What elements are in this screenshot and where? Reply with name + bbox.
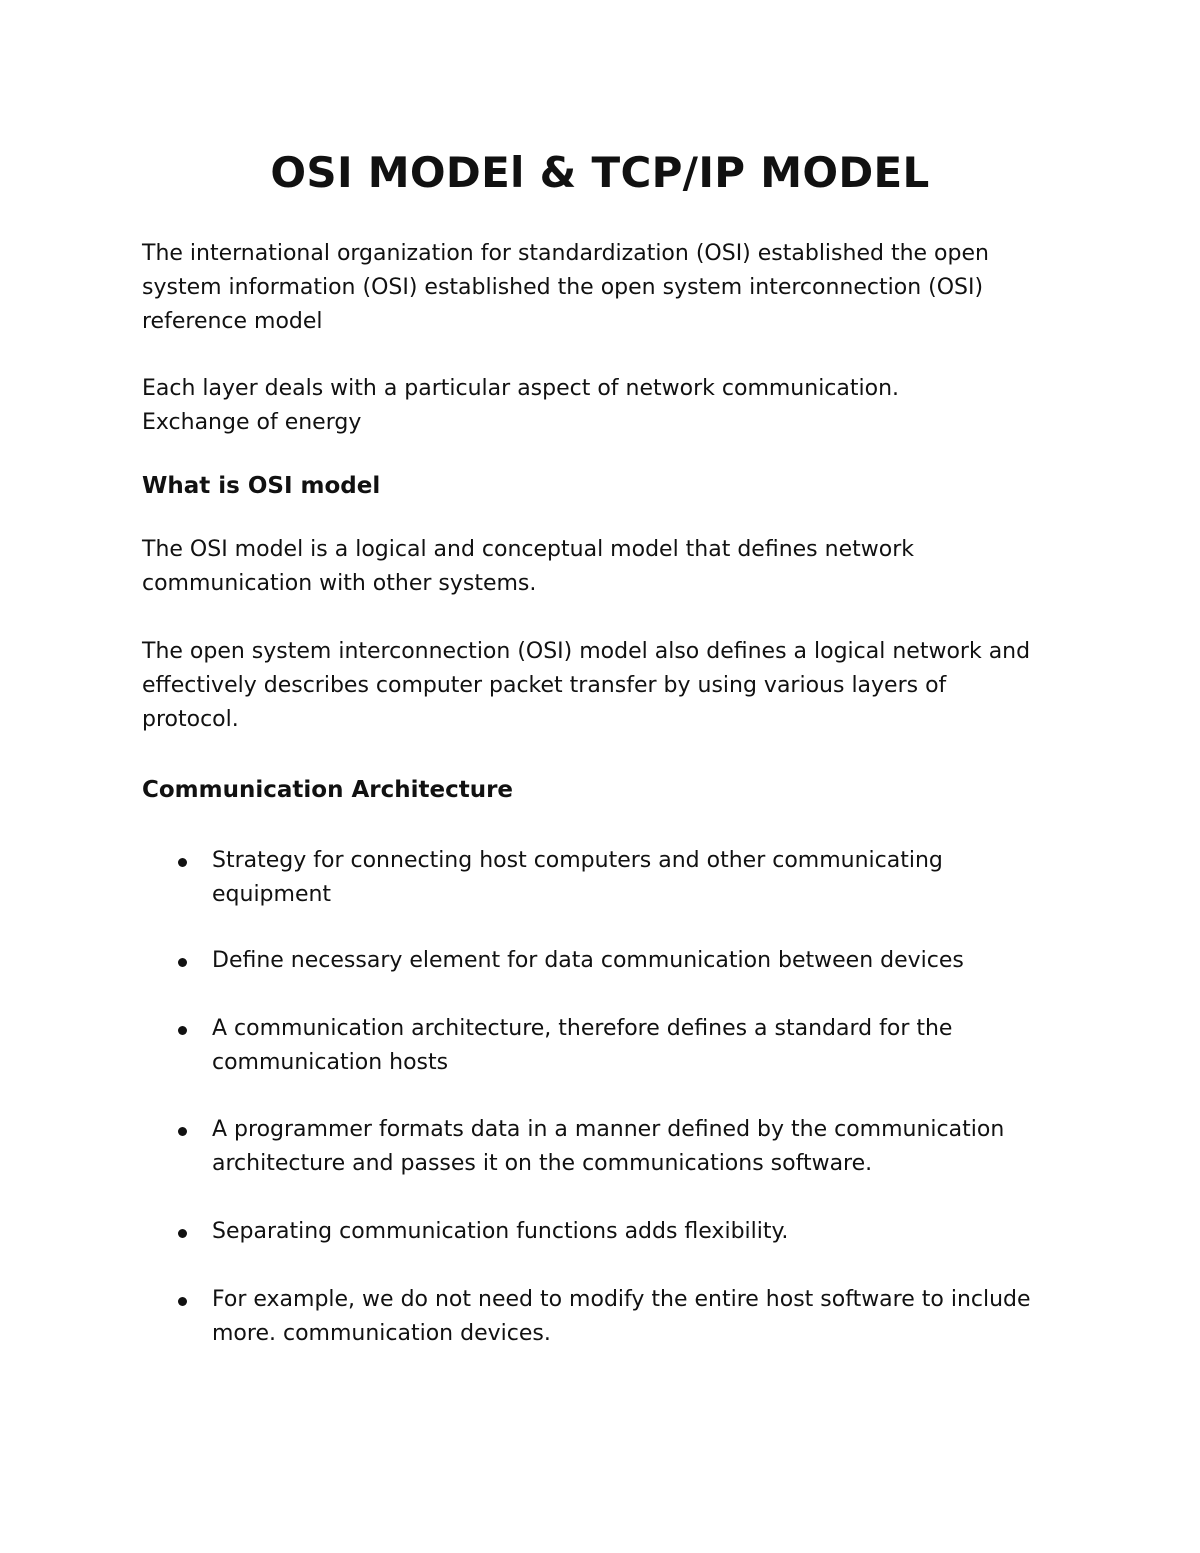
list-item-text bbox=[212, 1215, 1072, 1249]
bullet-dot-icon bbox=[178, 958, 187, 967]
text-line: reference model bbox=[142, 309, 323, 334]
section-heading-communication-architecture: Communication Architecture bbox=[142, 777, 514, 803]
text-line: The open system interconnection (OSI) model also defines a logical network and bbox=[142, 639, 1031, 664]
text-line: The international organization for standardization (OSI) established the open bbox=[142, 241, 989, 266]
text-line: A programmer formats data in a manner defined by the communication bbox=[212, 1117, 1005, 1142]
text-line: Define necessary element for data communication between devices bbox=[212, 948, 964, 973]
bullet-dot-icon bbox=[178, 1229, 187, 1238]
text-line: protocol. bbox=[142, 707, 239, 732]
text-line: system information (OSI) established the open system interconnection (OSI) bbox=[142, 275, 984, 300]
text-line: Strategy for connecting host computers and other communicating bbox=[212, 848, 943, 873]
bullet-dot-icon bbox=[178, 858, 187, 867]
text-line: For example, we do not need to modify the entire host software to include bbox=[212, 1287, 1031, 1312]
list-item-text bbox=[212, 1012, 1072, 1080]
text-line: equipment bbox=[212, 882, 332, 907]
list-item-text bbox=[212, 1283, 1072, 1351]
list-item-text bbox=[212, 1113, 1072, 1181]
bullet-dot-icon bbox=[178, 1127, 187, 1136]
intro-paragraph-2 bbox=[142, 372, 1082, 440]
bullet-dot-icon bbox=[178, 1297, 187, 1306]
intro-paragraph-1 bbox=[142, 237, 1082, 339]
text-line: Each layer deals with a particular aspect of network communication. bbox=[142, 376, 900, 401]
text-line: Separating communication functions adds flexibility. bbox=[212, 1219, 789, 1244]
text-line: communication hosts bbox=[212, 1050, 449, 1075]
page-title: OSI MODEl & TCP/IP MODEL bbox=[270, 148, 930, 197]
text-line: The OSI model is a logical and conceptual model that defines network bbox=[142, 537, 914, 562]
list-item-text bbox=[212, 944, 1072, 978]
osi-paragraph-1 bbox=[142, 533, 1082, 601]
list-item-text bbox=[212, 844, 1072, 912]
section-heading-osi-model: What is OSI model bbox=[142, 473, 381, 499]
text-line: architecture and passes it on the communications software. bbox=[212, 1151, 873, 1176]
text-line: more. communication devices. bbox=[212, 1321, 551, 1346]
text-line: effectively describes computer packet transfer by using various layers of bbox=[142, 673, 947, 698]
text-line: communication with other systems. bbox=[142, 571, 537, 596]
text-line: Exchange of energy bbox=[142, 410, 362, 435]
bullet-dot-icon bbox=[178, 1026, 187, 1035]
osi-paragraph-2 bbox=[142, 635, 1082, 737]
text-line: A communication architecture, therefore defines a standard for the bbox=[212, 1016, 953, 1041]
